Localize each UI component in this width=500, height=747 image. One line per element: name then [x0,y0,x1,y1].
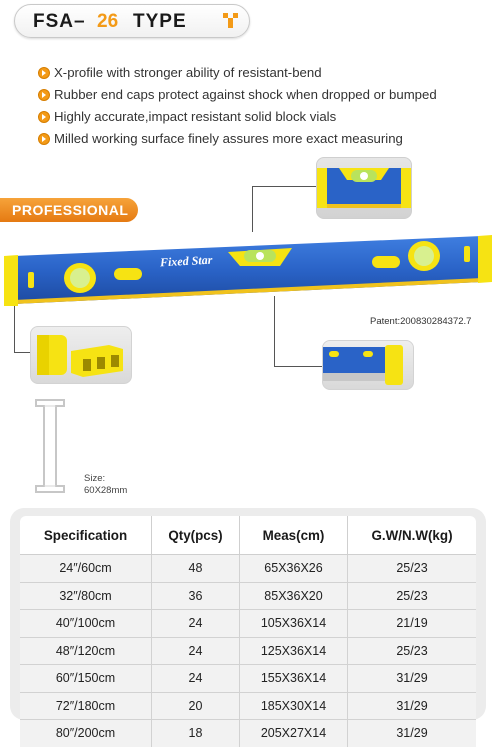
model-number: 26 [97,11,119,32]
cell-spec: 72″/180cm [20,693,152,721]
cell-weight: 31/29 [348,665,476,693]
cell-meas: 185X30X14 [240,693,348,721]
cell-weight: 25/23 [348,555,476,583]
feature-item: Milled working surface finely assures more exact measuring [38,131,437,153]
cell-meas: 65X36X26 [240,555,348,583]
table-row [20,693,476,721]
cell-qty: 20 [152,693,240,721]
cell-meas: 105X36X14 [240,610,348,638]
cell-spec: 60″/150cm [20,665,152,693]
header-qty: Qty(pcs) [152,516,240,555]
leader-line [274,296,275,366]
cell-weight: 25/23 [348,638,476,666]
leader-line [252,186,253,232]
brand-logo: Fixed Star [159,252,213,270]
arrow-bullet-icon [38,111,50,123]
title-pill [14,4,250,38]
header-specification: Specification [20,516,152,555]
table-header-row [20,516,476,555]
x-profile-diagram [34,398,66,494]
arrow-bullet-icon [38,133,50,145]
feature-list [38,65,437,153]
cell-qty: 24 [152,665,240,693]
table-row [20,555,476,583]
cell-weight: 31/29 [348,693,476,721]
cell-weight: 25/23 [348,583,476,611]
table-row [20,638,476,666]
leader-line [14,300,15,352]
table-row [20,720,476,747]
cell-qty: 24 [152,610,240,638]
vial-detail-image [316,157,412,219]
cell-weight: 31/29 [348,720,476,747]
table-row [20,610,476,638]
leader-line [252,186,316,187]
leader-line [274,366,322,367]
end-cap-detail-image [30,326,132,384]
cell-spec: 24″/60cm [20,555,152,583]
feature-item: Rubber end caps protect against shock when dropped or bumped [38,87,437,109]
cell-spec: 48″/120cm [20,638,152,666]
professional-badge: PROFESSIONAL [0,198,138,222]
cell-spec: 80″/200cm [20,720,152,747]
spec-table [20,516,476,747]
feature-item: Highly accurate,impact resistant solid block vials [38,109,437,131]
cell-meas: 155X36X14 [240,665,348,693]
cell-qty: 18 [152,720,240,747]
cell-qty: 24 [152,638,240,666]
corner-detail-image [322,340,414,390]
cell-weight: 21/19 [348,610,476,638]
table-row [20,583,476,611]
cell-meas: 85X36X20 [240,583,348,611]
header-weight: G.W/N.W(kg) [348,516,476,555]
table-row [20,665,476,693]
feature-item: X-profile with stronger ability of resistant-bend [38,65,437,87]
cell-meas: 205X27X14 [240,720,348,747]
arrow-bullet-icon [38,89,50,101]
cell-spec: 40″/100cm [20,610,152,638]
cell-meas: 125X36X14 [240,638,348,666]
header-meas: Meas(cm) [240,516,348,555]
model-prefix: FSA– [33,11,86,32]
type-label: TYPE [133,11,187,32]
checker-decoration-icon [223,13,239,29]
cell-spec: 32″/80cm [20,583,152,611]
arrow-bullet-icon [38,67,50,79]
spec-table-panel [10,508,486,741]
size-label: Size: 60X28mm [84,473,128,496]
cell-qty: 36 [152,583,240,611]
spirit-level-image [4,230,492,306]
cell-qty: 48 [152,555,240,583]
patent-number: Patent:200830284372.7 [370,316,472,327]
